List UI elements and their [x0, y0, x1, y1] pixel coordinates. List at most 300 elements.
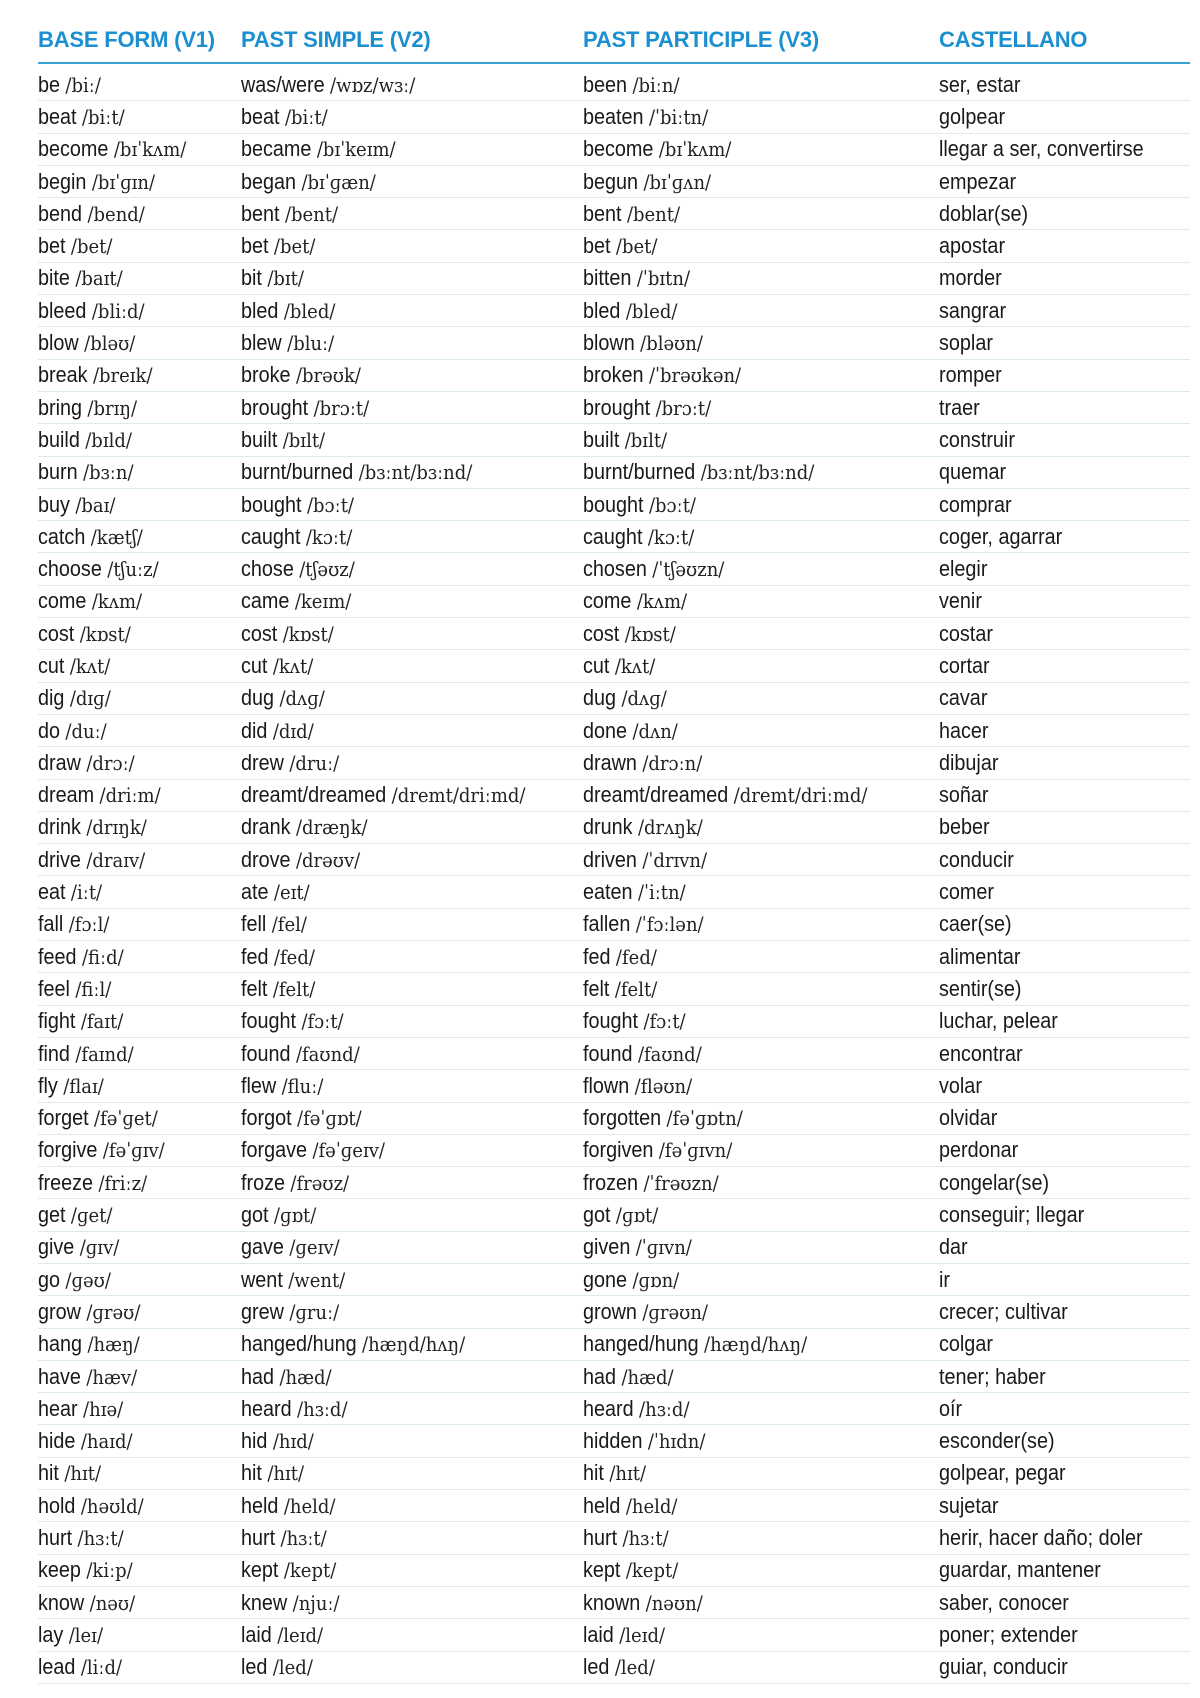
cell-content — [38, 1364, 137, 1390]
cell-content — [583, 1590, 703, 1616]
cell-v1 — [38, 1493, 241, 1519]
spanish-translation: quemar — [939, 459, 1007, 485]
verb-form: went — [241, 1266, 283, 1292]
cell-v1 — [38, 685, 241, 711]
verb-form: bit — [241, 265, 262, 291]
cell-v2 — [241, 1202, 583, 1228]
phonetic-transcription: /dʌɡ/ — [279, 686, 325, 711]
phonetic-transcription: /flaɪ/ — [63, 1073, 104, 1098]
phonetic-transcription: /ˈdrɪvn/ — [642, 847, 708, 872]
cell-v3 — [583, 1008, 939, 1034]
cell-content — [583, 362, 741, 388]
phonetic-transcription: /ɡrəʊn/ — [642, 1299, 709, 1324]
phonetic-transcription: /ˈɡɪvn/ — [635, 1235, 692, 1260]
verb-form: fell — [241, 911, 267, 937]
cell-v2 — [241, 621, 583, 647]
table-row — [38, 1587, 1190, 1619]
phonetic-transcription: /ˈtʃəʊzn/ — [652, 557, 725, 582]
cell-es — [939, 427, 1190, 453]
cell-v3 — [583, 136, 939, 162]
cell-v3 — [583, 653, 939, 679]
cell-es — [939, 1396, 1190, 1422]
cell-es — [939, 1525, 1190, 1551]
cell-content — [241, 944, 315, 970]
cell-v3 — [583, 1234, 939, 1260]
cell-content — [583, 72, 680, 98]
phonetic-transcription: /kætʃ/ — [90, 524, 143, 549]
cell-content — [583, 1428, 705, 1454]
header-base-form: BASE FORM (V1) — [38, 27, 215, 52]
cell-v2 — [241, 653, 583, 679]
cell-content — [241, 1202, 316, 1228]
verb-form: hit — [583, 1460, 604, 1486]
verb-form: give — [38, 1234, 75, 1260]
verb-form: had — [241, 1363, 275, 1389]
cell-content — [38, 718, 107, 744]
cell-content — [241, 1428, 314, 1454]
verb-form: be — [38, 71, 61, 97]
table-row — [38, 166, 1190, 198]
cell-v3 — [583, 1137, 939, 1163]
cell-content — [241, 847, 360, 873]
cell-content — [38, 459, 134, 485]
verb-form: flown — [583, 1072, 630, 1098]
cell-v2 — [241, 588, 583, 614]
cell-v1 — [38, 169, 241, 195]
phonetic-transcription: /drɔːn/ — [642, 750, 703, 775]
verb-form: came — [241, 588, 290, 614]
phonetic-transcription: /bluː/ — [287, 331, 335, 356]
phonetic-transcription: /bɔːt/ — [648, 492, 697, 517]
phonetic-transcription: /njuː/ — [292, 1590, 340, 1615]
cell-content — [241, 395, 369, 421]
phonetic-transcription: /kʌt/ — [614, 653, 656, 678]
cell-v1 — [38, 1654, 241, 1680]
phonetic-transcription: /bliːd/ — [91, 298, 145, 323]
phonetic-transcription: /ˈbɪtn/ — [636, 266, 691, 291]
cell-v1 — [38, 1105, 241, 1131]
cell-v2 — [241, 814, 583, 840]
cell-v3 — [583, 782, 939, 808]
verb-form: grow — [38, 1298, 81, 1324]
verb-form: frozen — [583, 1169, 639, 1195]
phonetic-transcription: /went/ — [288, 1267, 346, 1292]
cell-content — [583, 1364, 674, 1390]
phonetic-transcription: /biːn/ — [632, 72, 680, 97]
phonetic-transcription: /bɪˈkʌm/ — [113, 137, 187, 162]
cell-content — [583, 459, 814, 485]
cell-v3 — [583, 298, 939, 324]
cell-content — [583, 556, 724, 582]
cell-content — [241, 588, 351, 614]
cell-es — [939, 879, 1190, 905]
cell-es — [939, 588, 1190, 614]
cell-es — [939, 362, 1190, 388]
cell-v2 — [241, 1267, 583, 1293]
cell-v3 — [583, 1170, 939, 1196]
cell-content — [583, 265, 690, 291]
verb-form: heard — [583, 1395, 634, 1421]
cell-content — [38, 879, 102, 905]
cell-v1 — [38, 718, 241, 744]
verb-form: knew — [241, 1589, 288, 1615]
verb-form: gone — [583, 1266, 628, 1292]
cell-es — [939, 1267, 1190, 1293]
table-row — [38, 876, 1190, 908]
cell-content — [38, 814, 147, 840]
cell-v3 — [583, 492, 939, 518]
phonetic-transcription: /bled/ — [283, 298, 336, 323]
cell-v3 — [583, 685, 939, 711]
verb-form: built — [583, 426, 620, 452]
cell-es — [939, 750, 1190, 776]
phonetic-transcription: /dɪd/ — [272, 718, 314, 743]
verb-form: bet — [38, 233, 66, 259]
cell-v1 — [38, 1396, 241, 1422]
cell-v3 — [583, 1493, 939, 1519]
header-past-simple: PAST SIMPLE (V2) — [241, 27, 431, 52]
verb-form: bleed — [38, 297, 87, 323]
cell-content — [241, 201, 338, 227]
cell-content — [241, 1396, 348, 1422]
phonetic-transcription: /bləʊ/ — [84, 331, 136, 356]
phonetic-transcription: /bɪlt/ — [624, 427, 668, 452]
cell-content — [583, 1267, 679, 1293]
cell-v3 — [583, 1460, 939, 1486]
spanish-translation: ir — [939, 1266, 950, 1292]
cell-v1 — [38, 1267, 241, 1293]
cell-content — [583, 847, 707, 873]
cell-content — [583, 201, 680, 227]
cell-v1 — [38, 72, 241, 98]
cell-v1 — [38, 136, 241, 162]
cell-v1 — [38, 847, 241, 873]
spanish-translation: luchar, pelear — [939, 1008, 1058, 1034]
spanish-translation: traer — [939, 394, 980, 420]
verb-form: hanged/hung — [241, 1331, 357, 1357]
verb-form: come — [38, 588, 87, 614]
verb-form: fight — [38, 1008, 76, 1034]
phonetic-transcription: /hɪə/ — [83, 1396, 124, 1421]
spanish-translation: comer — [939, 879, 995, 905]
cell-content — [241, 1364, 332, 1390]
phonetic-transcription: /kɒst/ — [282, 621, 334, 646]
cell-es — [939, 944, 1190, 970]
cell-content — [583, 653, 655, 679]
verb-form: led — [241, 1654, 268, 1680]
cell-v2 — [241, 298, 583, 324]
spanish-translation: costar — [939, 620, 993, 646]
cell-v1 — [38, 1557, 241, 1583]
verb-form: blow — [38, 330, 79, 356]
cell-content — [241, 718, 314, 744]
cell-v2 — [241, 1331, 583, 1357]
cell-v3 — [583, 1622, 939, 1648]
cell-content — [241, 782, 525, 808]
phonetic-transcription: /hɜːd/ — [639, 1396, 690, 1421]
cell-content — [583, 104, 708, 130]
cell-v2 — [241, 136, 583, 162]
cell-content — [38, 1299, 140, 1325]
cell-es — [939, 136, 1190, 162]
phonetic-transcription: /baɪ/ — [75, 492, 116, 517]
cell-content — [583, 1137, 732, 1163]
cell-content — [583, 233, 657, 259]
cell-content — [38, 782, 161, 808]
verb-form: eat — [38, 879, 66, 905]
phonetic-transcription: /bɪˈkʌm/ — [658, 137, 732, 162]
cell-v2 — [241, 1105, 583, 1131]
phonetic-transcription: /drɪŋk/ — [86, 815, 147, 840]
verb-form: cut — [583, 652, 610, 678]
cell-content — [241, 265, 304, 291]
cell-v1 — [38, 1622, 241, 1648]
table-row — [38, 1006, 1190, 1038]
cell-es — [939, 1202, 1190, 1228]
verb-form: build — [38, 426, 80, 452]
cell-content — [241, 1493, 336, 1519]
cell-content — [38, 524, 143, 550]
cell-v2 — [241, 362, 583, 388]
verb-form: buy — [38, 491, 70, 517]
cell-v1 — [38, 201, 241, 227]
verb-form: fed — [583, 943, 611, 969]
cell-v2 — [241, 395, 583, 421]
verb-form: bought — [241, 491, 302, 517]
verb-form: lay — [38, 1621, 64, 1647]
cell-v2 — [241, 1622, 583, 1648]
verb-form: drunk — [583, 814, 633, 840]
phonetic-transcription: /biːt/ — [284, 104, 328, 129]
cell-v3 — [583, 1364, 939, 1390]
verb-form: built — [241, 426, 278, 452]
phonetic-transcription: /ˈhɪdn/ — [647, 1429, 706, 1454]
spanish-translation: construir — [939, 426, 1015, 452]
cell-v3 — [583, 1105, 939, 1131]
cell-v3 — [583, 588, 939, 614]
cell-v3 — [583, 201, 939, 227]
cell-content — [38, 395, 137, 421]
cell-es — [939, 1493, 1190, 1519]
phonetic-transcription: /ˈfɔːlən/ — [635, 912, 704, 937]
verb-form: bled — [241, 297, 279, 323]
phonetic-transcription: /dremt/driːmd/ — [733, 783, 868, 808]
phonetic-transcription: /ˈiːtn/ — [637, 880, 686, 905]
cell-es — [939, 814, 1190, 840]
cell-content — [241, 1557, 336, 1583]
phonetic-transcription: /kiːp/ — [86, 1558, 133, 1583]
phonetic-transcription: /bet/ — [70, 234, 113, 259]
phonetic-transcription: /faɪt/ — [80, 1009, 124, 1034]
phonetic-transcription: /hæŋd/hʌŋ/ — [362, 1332, 466, 1357]
phonetic-transcription: /bɪˈkeɪm/ — [316, 137, 396, 162]
spanish-translation: conseguir; llegar — [939, 1202, 1085, 1228]
cell-content — [583, 1105, 743, 1131]
verb-form: choose — [38, 556, 102, 582]
phonetic-transcription: /ˈbrəʊkən/ — [648, 363, 742, 388]
phonetic-transcription: /dʌn/ — [632, 718, 678, 743]
verb-form: forgive — [38, 1137, 98, 1163]
spanish-translation: golpear, pegar — [939, 1460, 1066, 1486]
cell-es — [939, 72, 1190, 98]
spanish-translation: coger, agarrar — [939, 523, 1063, 549]
phonetic-transcription: /hɪt/ — [64, 1461, 102, 1486]
cell-content — [583, 1525, 669, 1551]
verb-form: blew — [241, 330, 282, 356]
verb-form: keep — [38, 1557, 81, 1583]
verb-form: cut — [241, 652, 268, 678]
cell-v2 — [241, 524, 583, 550]
cell-content — [241, 1041, 360, 1067]
phonetic-transcription: /bent/ — [284, 201, 339, 226]
verb-form: forgotten — [583, 1105, 662, 1131]
cell-content — [38, 72, 101, 98]
verb-form: kept — [241, 1557, 279, 1583]
phonetic-transcription: /ɡɒt/ — [615, 1203, 659, 1228]
cell-content — [38, 588, 142, 614]
spanish-translation: sentir(se) — [939, 975, 1022, 1001]
cell-v2 — [241, 72, 583, 98]
verb-form: dreamt/dreamed — [583, 782, 729, 808]
verb-form: dug — [241, 685, 275, 711]
phonetic-transcription: /hɜːd/ — [297, 1396, 348, 1421]
cell-content — [583, 1299, 708, 1325]
verb-form: fought — [241, 1008, 297, 1034]
spanish-translation: empezar — [939, 168, 1017, 194]
cell-content — [583, 427, 667, 453]
cell-v3 — [583, 879, 939, 905]
table-row — [38, 1393, 1190, 1425]
cell-v3 — [583, 1654, 939, 1680]
verb-form: bet — [583, 233, 611, 259]
cell-content — [241, 814, 368, 840]
phonetic-transcription: /nəʊ/ — [89, 1590, 136, 1615]
verb-form: forgiven — [583, 1137, 654, 1163]
cell-content — [38, 1202, 112, 1228]
verb-form: become — [583, 136, 654, 162]
cell-v3 — [583, 750, 939, 776]
verb-form: forgave — [241, 1137, 308, 1163]
cell-es — [939, 1041, 1190, 1067]
spanish-translation: oír — [939, 1395, 963, 1421]
cell-content — [38, 298, 145, 324]
phonetic-transcription: /leɪd/ — [619, 1622, 666, 1647]
cell-v2 — [241, 1557, 583, 1583]
verb-form: begun — [583, 168, 639, 194]
verb-form: fed — [241, 943, 269, 969]
cell-content — [241, 362, 361, 388]
table-row — [38, 1522, 1190, 1554]
spanish-translation: hacer — [939, 717, 989, 743]
cell-content — [38, 1396, 123, 1422]
cell-v1 — [38, 944, 241, 970]
verb-form: did — [241, 717, 268, 743]
verb-form: flew — [241, 1072, 277, 1098]
verb-form: got — [241, 1202, 269, 1228]
verb-form: hang — [38, 1331, 83, 1357]
phonetic-transcription: /fəˈɡeɪv/ — [312, 1138, 385, 1163]
table-row — [38, 941, 1190, 973]
phonetic-transcription: /bend/ — [87, 201, 145, 226]
header-past-participle: PAST PARTICIPLE (V3) — [583, 27, 819, 52]
cell-v1 — [38, 814, 241, 840]
phonetic-transcription: /fed/ — [615, 944, 657, 969]
verb-form: beat — [38, 103, 77, 129]
cell-content — [583, 1234, 692, 1260]
phonetic-transcription: /kɒst/ — [79, 621, 131, 646]
cell-content — [38, 1460, 101, 1486]
verb-form: go — [38, 1266, 61, 1292]
verb-form: bent — [583, 200, 622, 226]
table-row — [38, 263, 1190, 295]
verb-form: dream — [38, 782, 95, 808]
cell-content — [583, 1557, 678, 1583]
phonetic-transcription: /held/ — [283, 1493, 336, 1518]
verb-form: fly — [38, 1072, 58, 1098]
cell-es — [939, 233, 1190, 259]
cell-v1 — [38, 621, 241, 647]
cell-v3 — [583, 1590, 939, 1616]
table-row — [38, 1038, 1190, 1070]
spanish-translation: cavar — [939, 685, 988, 711]
cell-v1 — [38, 750, 241, 776]
verb-form: felt — [241, 975, 268, 1001]
cell-es — [939, 1428, 1190, 1454]
cell-v1 — [38, 1590, 241, 1616]
cell-v3 — [583, 427, 939, 453]
cell-content — [583, 588, 687, 614]
cell-content — [583, 621, 676, 647]
cell-v2 — [241, 1041, 583, 1067]
verb-form: hear — [38, 1395, 78, 1421]
cell-v2 — [241, 944, 583, 970]
phonetic-transcription: /druː/ — [289, 750, 340, 775]
table-row — [38, 1103, 1190, 1135]
cell-content — [583, 492, 696, 518]
cell-v1 — [38, 1234, 241, 1260]
verb-form: held — [241, 1492, 279, 1518]
verb-form: cost — [241, 620, 278, 646]
cell-v3 — [583, 1041, 939, 1067]
verb-form: held — [583, 1492, 621, 1518]
verb-form: dug — [583, 685, 617, 711]
verb-form: hurt — [38, 1525, 73, 1550]
verb-form: hidden — [583, 1428, 643, 1454]
phonetic-transcription: /ɡeɪv/ — [289, 1235, 340, 1260]
cell-v3 — [583, 330, 939, 356]
cell-es — [939, 1590, 1190, 1616]
cell-content — [583, 1654, 655, 1680]
verb-form: beaten — [583, 103, 644, 129]
cell-content — [241, 976, 315, 1002]
cell-v1 — [38, 879, 241, 905]
header-cell-es — [939, 27, 1190, 53]
verb-form: get — [38, 1202, 66, 1228]
cell-content — [241, 72, 415, 98]
phonetic-transcription: /bɪt/ — [267, 266, 304, 291]
phonetic-transcription: /bɜːnt/bɜːnd/ — [358, 460, 473, 485]
phonetic-transcription: /drɔː/ — [86, 750, 135, 775]
cell-v2 — [241, 1137, 583, 1163]
phonetic-transcription: /həʊld/ — [80, 1493, 144, 1518]
cell-es — [939, 976, 1190, 1002]
verb-form: was/were — [241, 71, 325, 97]
phonetic-transcription: /ɡruː/ — [289, 1299, 340, 1324]
verb-form: grew — [241, 1298, 284, 1324]
verb-form: burnt/burned — [583, 459, 696, 485]
cell-content — [38, 330, 135, 356]
cell-v1 — [38, 459, 241, 485]
